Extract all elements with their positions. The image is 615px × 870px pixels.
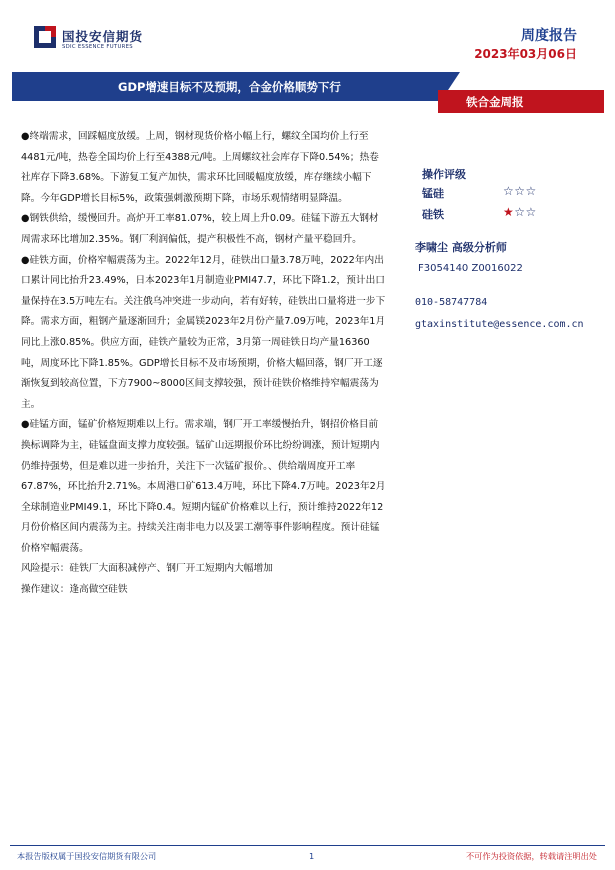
analyst-name: 李啸尘 高级分析师: [415, 241, 507, 254]
footer-disclaimer: 不可作为投资依据，转载请注明出处: [465, 851, 597, 861]
report-title: GDP增速目标不及预期，合金价格顺势下行: [118, 80, 341, 94]
paragraph-steel-supply: ●钢铁供给，缓慢回升。高炉开工率81.07%，较上周上升0.09。硅锰下游五大钢材周需求环比增加2.35%。钢厂利润偏低，提产积极性不高，钢材产量平稳回升。: [21, 213, 379, 245]
operation-advice: 操作建议：逢高做空硅铁: [21, 584, 128, 596]
rating-stars: ★☆☆: [503, 205, 537, 219]
rating-item-name: 锰硅: [422, 187, 444, 200]
company-name-cn: 国投安信期货: [62, 29, 144, 44]
risk-warning: 风险提示：硅铁厂大面积减停产、钢厂开工短期内大幅增加: [21, 563, 273, 575]
page-number: 1: [309, 851, 315, 861]
company-name-en: SDIC ESSENCE FUTURES: [62, 44, 133, 50]
rating-stars: ☆☆☆: [503, 184, 537, 198]
analyst-email[interactable]: gtaxinstitute@essence.com.cn: [415, 319, 584, 330]
footer-copyright: 本报告版权属于国投安信期货有限公司: [17, 851, 157, 861]
analyst-certificate: F3054140 Z0016022: [418, 263, 523, 274]
report-date: 2023年03月06日: [474, 47, 577, 61]
paragraph-ferrosilicon: ●硅铁方面，价格窄幅震荡为主。2022年12月，硅铁出口量3.78万吨，2022年内出口累计同比抬升23.49%，日本2023年1月制造业PMI47.7，环比下降1.2，预计出口量保持在3.5万吨左右。关注俄乌冲突进一步动向，若有好转，硅铁出口量将进一步下降。需求方面，粗钢产量逐渐回升；金属镁2023年2月份产量7.09万吨，2023年1月同比上涨0.85%。供应方面，硅铁产量较为正常，3月第一周硅铁日均产量16360吨，周度环比下降1.85%。GDP增长目标不及市场预期，价格大幅回落，钢厂开工逐渐恢复到较高位置，下方7900~8000区间支撑较强，预计硅铁价格维持窄幅震荡为主。: [21, 254, 386, 410]
company-logo: [34, 26, 56, 48]
paragraph-demand: ●终端需求，回踩幅度放缓。上周，钢材现货价格小幅上行，螺纹全国均价上行至4481元/吨，热卷全国均价上行至4388元/吨。上周螺纹社会库存下降0.54%；热卷社库存下降3.68%。下游复工复产加快，需求环比回暖幅度放缓，库存继续小幅下降。今年GDP增长目标5%，政策强刺激预期下降，市场乐观情绪明显降温。: [21, 131, 379, 204]
main-content: [21, 127, 386, 601]
paragraph-silicomanganese: ●硅锰方面，锰矿价格短期难以上行。需求端，钢厂开工率缓慢抬升，钢招价格目前换标调降为主，硅锰盘面支撑力度较强。锰矿山远期报价环比纷纷调涨，预计短期内仍维持强势，但是难以进一步抬升，关注下一次锰矿报价。、供给端周度开工率67.87%，环比抬升2.71%。本周港口矿613.4万吨，环比下降4.7万吨。2023年2月全球制造业PMI49.1，环比下降0.4。短期内锰矿价格难以上行，预计维持2022年12月份价格区间内震荡为主。持续关注南非电力以及罢工潮等事件影响程度。预计硅锰价格窄幅震荡。: [21, 419, 386, 554]
section-name: 铁合金周报: [466, 95, 524, 109]
rating-title: 操作评级: [422, 168, 466, 181]
rating-item-name: 硅铁: [422, 208, 444, 221]
footer-divider: [10, 845, 605, 846]
report-type: 周度报告: [521, 28, 577, 44]
analyst-phone: 010-58747784: [415, 297, 488, 308]
